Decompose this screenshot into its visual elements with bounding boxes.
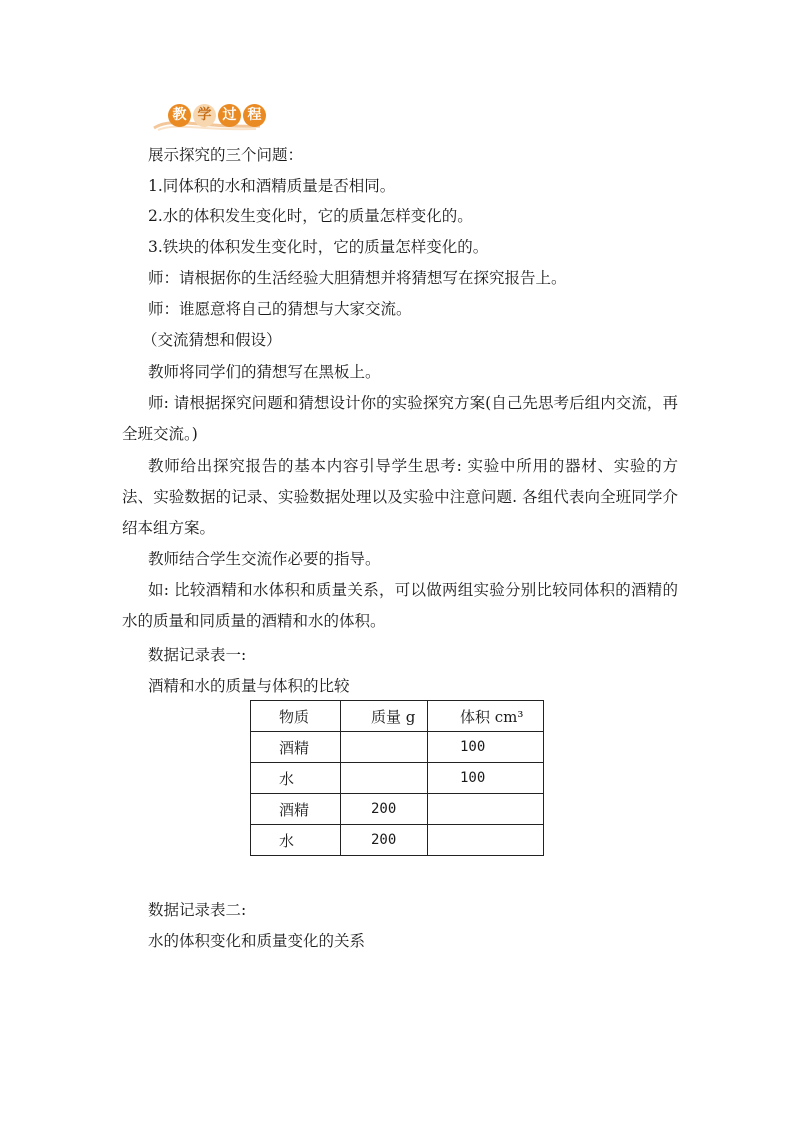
teacher-line-2: 师：谁愿意将自己的猜想与大家交流。: [148, 300, 412, 318]
question-1: 1.同体积的水和酒精质量是否相同。: [148, 177, 396, 195]
badge-char-3: 过: [218, 104, 241, 127]
question-3: 3.铁块的体积发生变化时，它的质量怎样变化的。: [148, 238, 489, 256]
table-cell: 酒精: [251, 732, 341, 763]
table2-label: 数据记录表二:: [148, 901, 247, 919]
table-cell: [341, 732, 428, 763]
section-note: （交流猜想和假设）: [142, 331, 282, 349]
badge-char-1: 教: [168, 104, 191, 127]
table-row: [251, 794, 544, 825]
table-row: [251, 763, 544, 794]
table2-caption: 水的体积变化和质量变化的关系: [148, 932, 366, 950]
table-cell: 100: [428, 732, 544, 763]
badge-char-4: 程: [243, 104, 266, 127]
table-cell: 酒精: [251, 794, 341, 825]
table-row: [251, 825, 544, 856]
paragraph-plan: 师: 请根据探究问题和猜想设计你的实验探究方案(自己先思考后组内交流，再全班交流。): [122, 394, 678, 443]
paragraph-guidance: 教师结合学生交流作必要的指导。: [148, 550, 381, 568]
header-cell: 体积 cm³: [428, 701, 544, 732]
paragraph-report: 教师给出探究报告的基本内容引导学生思考: 实验中所用的器材、实验的方法、实验数据的记录、实验数据处理以及实验中注意问题. 各组代表向全班同学介绍本组方案。: [122, 457, 678, 537]
teacher-line-3: 教师将同学们的猜想写在黑板上。: [148, 363, 381, 381]
section-badge: [152, 102, 262, 132]
header-cell: 物质: [251, 701, 341, 732]
table-header-row: [251, 701, 544, 732]
intro-line: 展示探究的三个问题：: [148, 146, 304, 164]
table-cell: 水: [251, 763, 341, 794]
table-cell: 200: [341, 825, 428, 856]
header-cell: 质量 g: [341, 701, 428, 732]
badge-char-2: 学: [193, 104, 216, 127]
teacher-line-1: 师：请根据你的生活经验大胆猜想并将猜想写在探究报告上。: [148, 269, 567, 287]
table-cell: [428, 825, 544, 856]
table1-label: 数据记录表一:: [148, 646, 247, 664]
table-cell: [341, 763, 428, 794]
table1-caption: 酒精和水的质量与体积的比较: [148, 677, 350, 695]
table-cell: [428, 794, 544, 825]
table-row: [251, 732, 544, 763]
table-cell: 水: [251, 825, 341, 856]
table-cell: 200: [341, 794, 428, 825]
data-table-1: [250, 700, 544, 856]
paragraph-example: 如: 比较酒精和水体积和质量关系，可以做两组实验分别比较同体积的酒精的水的质量和同质量的酒精和水的体积。: [122, 581, 678, 630]
question-2: 2.水的体积发生变化时，它的质量怎样变化的。: [148, 207, 473, 225]
table-cell: 100: [428, 763, 544, 794]
